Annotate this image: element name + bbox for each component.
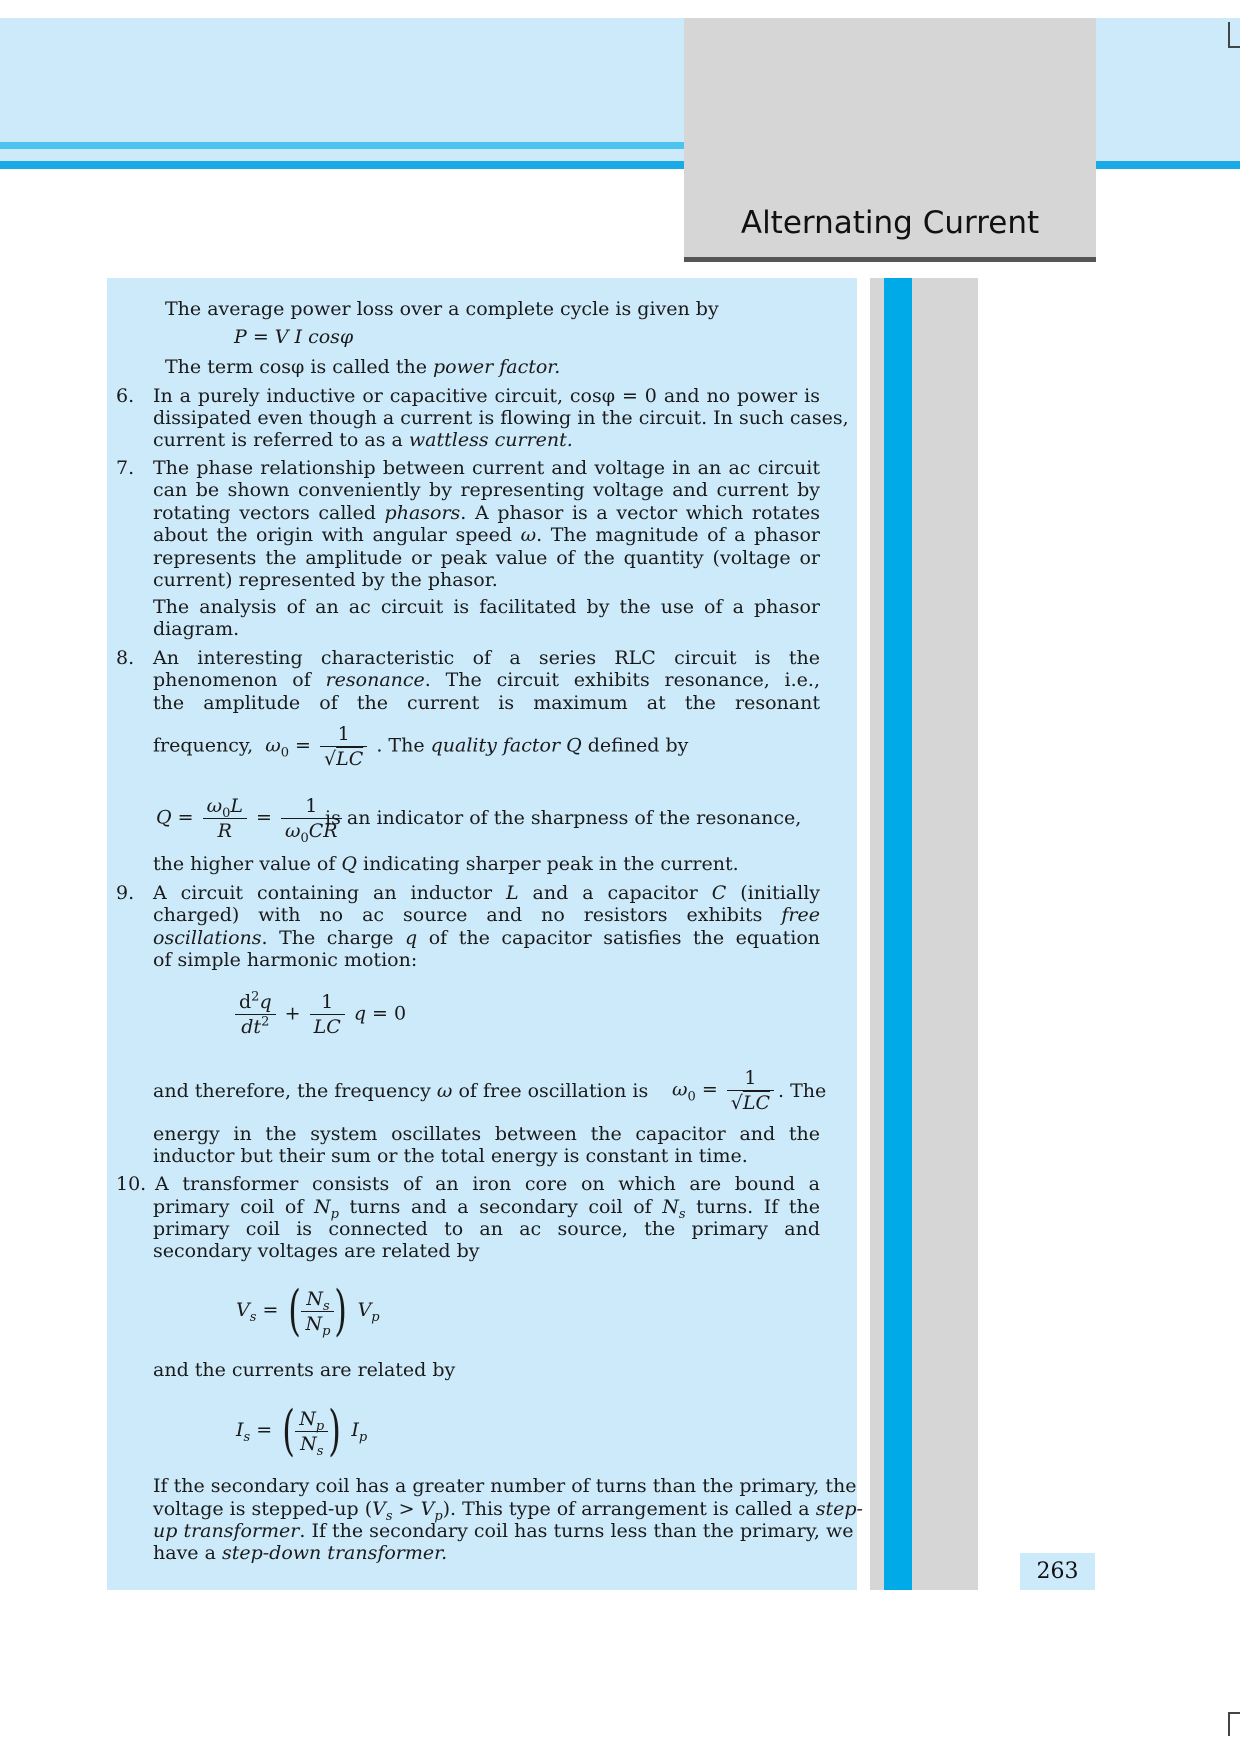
item-number: 8. — [116, 647, 135, 669]
item8-line: the amplitude of the current is maximum at the resonant — [153, 692, 820, 714]
intro-line: The average power loss over a complete cycle is given by — [165, 298, 719, 320]
item10-line: and the currents are related by — [153, 1359, 456, 1381]
chapter-title: Alternating Current — [740, 205, 1040, 241]
item-number: 7. — [116, 457, 135, 479]
item8-line: is an indicator of the sharpness of the resonance, — [325, 807, 802, 829]
voltage-ratio-equation: $V_s$ = ( $\frac{N_s}{N_p}$ ) $V_p$ — [236, 1279, 380, 1342]
current-ratio-equation: $I_s$ = ( $\frac{N_p}{N_s}$ ) $I_p$ — [236, 1399, 368, 1462]
item10-line: secondary voltages are related by — [153, 1240, 480, 1262]
power-factor-line: The term cosφ is called the power factor. — [165, 356, 561, 378]
side-blue-bar — [884, 278, 912, 1590]
chapter-title-underline — [684, 257, 1096, 262]
item9-line: inductor but their sum or the total energy is constant in time. — [153, 1145, 748, 1167]
item7-line: The phase relationship between current and voltage in an ac circuit — [153, 457, 820, 479]
item-number: 10. — [116, 1173, 147, 1195]
item6-line: dissipated even though a current is flowing in the circuit. In such cases, — [153, 407, 849, 429]
item7-line: diagram. — [153, 618, 240, 640]
item7-line: current) represented by the phasor. — [153, 569, 498, 591]
item10-line: have a step-down transformer. — [153, 1542, 448, 1564]
item10-line: primary coil is connected to an ac source, the primary and — [153, 1218, 820, 1240]
item8-line: phenomenon of resonance. The circuit exhibits resonance, i.e., — [153, 669, 820, 691]
quality-factor-equation: Q = $\frac{\omega_0L}{R}$ = $\frac{1}{\omega_0CR}$ — [156, 794, 345, 843]
item9-line: oscillations. The charge q of the capacitor satisfies the equation — [153, 927, 821, 949]
item10-line: voltage is stepped-up $(V_s > V_p)$. This type of arrangement is called a step- — [153, 1498, 863, 1524]
item9-line: A circuit containing an inductor L and a capacitor C (initially — [153, 882, 821, 904]
item6-line: In a purely inductive or capacitive circuit, cosφ = 0 and no power is — [153, 385, 820, 407]
item10-line: If the secondary coil has a greater number of turns than the primary, the — [153, 1475, 857, 1497]
item9-line: energy in the system oscillates between the capacitor and the — [153, 1123, 820, 1145]
item8-line: An interesting characteristic of a series RLC circuit is the — [153, 647, 820, 669]
item9-line: and therefore, the frequency ω of free oscillation is — [153, 1080, 649, 1102]
free-oscillation-frequency: $\omega_0$ = $\frac{1}{√LC}$ — [672, 1066, 777, 1115]
header-stripe-thin — [0, 142, 684, 149]
shm-equation: $\frac{d^2q}{dt^2}$ + $\frac{1}{LC}$ q = 0 — [232, 990, 406, 1039]
crop-mark-top — [1228, 22, 1230, 46]
item7-line: can be shown conveniently by representing voltage and current by — [153, 479, 820, 501]
item7-line: represents the amplitude or peak value of the quantity (voltage or — [153, 547, 820, 569]
item10-line: up transformer. If the secondary coil has turns less than the primary, we — [153, 1520, 854, 1542]
item-number: 6. — [116, 385, 135, 407]
crop-mark-bottom — [1228, 1714, 1230, 1736]
crop-mark-top-h — [1228, 46, 1240, 48]
resonant-frequency-line: frequency, $\omega_0$ = $\frac{1}{√LC}$ . The quality factor Q defined by — [153, 723, 689, 770]
item6-line: current is referred to as a wattless current. — [153, 429, 573, 451]
item8-line: the higher value of Q indicating sharper peak in the current. — [153, 853, 739, 875]
page-number: 263 — [1020, 1553, 1095, 1590]
item10-line: A transformer consists of an iron core on which are bound a — [155, 1173, 820, 1195]
item9-line: of simple harmonic motion: — [153, 949, 418, 971]
item7-line: rotating vectors called phasors. A phasor is a vector which rotates — [153, 502, 820, 524]
item7-line: The analysis of an ac circuit is facilitated by the use of a phasor — [153, 596, 820, 618]
item10-line: primary coil of $N_p$ turns and a secondary coil of $N_s$ turns. If the — [153, 1196, 820, 1222]
item-number: 9. — [116, 882, 135, 904]
item9-line: . The — [778, 1080, 827, 1102]
power-equation: P = V I cosφ — [234, 326, 354, 348]
item7-line: about the origin with angular speed ω. The magnitude of a phasor — [153, 524, 820, 546]
item9-line: charged) with no ac source and no resistors exhibits free — [153, 904, 820, 926]
